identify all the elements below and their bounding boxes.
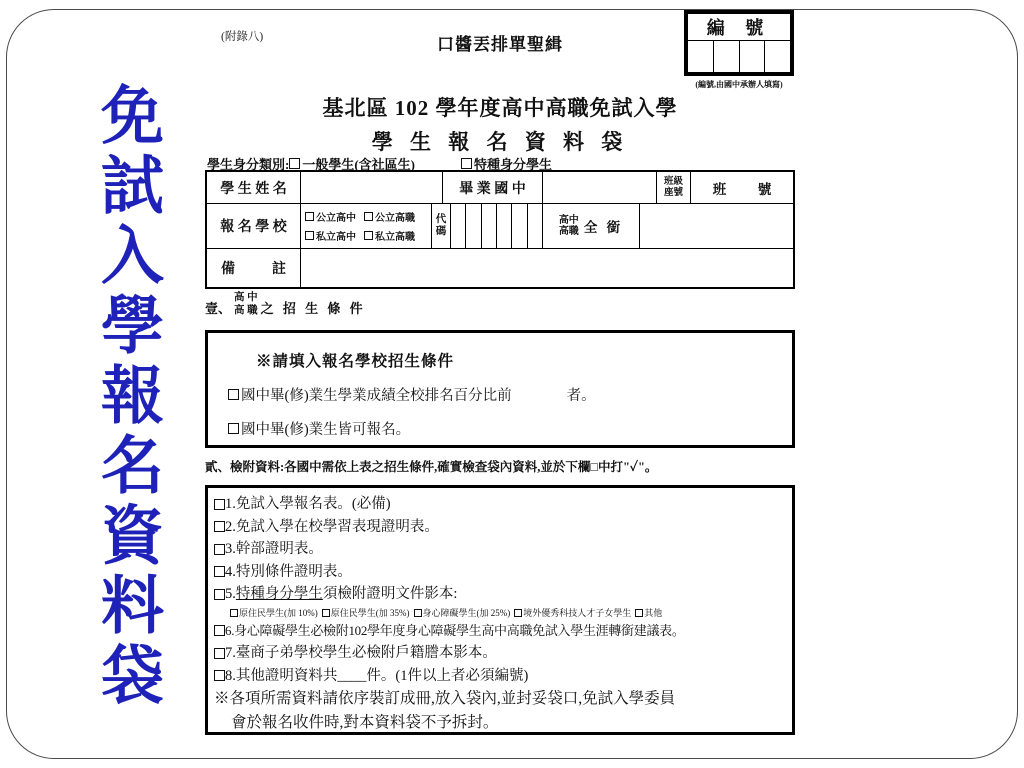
table-row xyxy=(207,172,793,204)
suboption-aboriginal-35: 原住民學生(加 35%) xyxy=(322,606,410,620)
criteria-instruction: ※請填入報名學校招生條件 xyxy=(256,353,455,370)
class-seat-label: 班級 座號 xyxy=(657,172,691,203)
document-item-5: 5. 特種身分學生 須檢附證明文件影本: xyxy=(214,583,786,606)
attached-documents-box xyxy=(205,485,795,735)
document-item-2: 2. 免試入學在校學習表現證明表。 xyxy=(214,516,786,539)
apply-school-label: 報 名 學 校 xyxy=(207,204,301,248)
checkbox-icon xyxy=(322,609,330,617)
student-info-table xyxy=(205,170,795,289)
student-name-field xyxy=(301,172,443,203)
graduate-school-label: 畢 業 國 中 xyxy=(443,172,543,203)
form-title-line1: 基北區 102 學年度高中高職免試入學 xyxy=(322,96,678,120)
remark-label: 備 註 xyxy=(207,249,301,287)
class-seat-field: 班 號 xyxy=(712,181,772,197)
number-box xyxy=(684,10,794,76)
section2-heading: 貳、檢附資料:各國中需依上表之招生條件,確實檢查袋內資料,並於下欄□中打"✓"。 xyxy=(205,460,658,474)
number-cell xyxy=(765,41,790,72)
code-digit-cell xyxy=(466,204,481,248)
document-item-6: 6. 身心障礙學生必檢附102學年度身心障礙學生高中高職免試入學生涯轉銜建議表。 xyxy=(214,620,786,643)
document-item-3: 3. 幹部證明表。 xyxy=(214,538,786,561)
remark-field xyxy=(301,249,793,287)
school-type-private-vocational: 私立高職 xyxy=(364,228,415,243)
checkbox-icon xyxy=(214,521,225,532)
document-item-4: 4. 特別條件證明表。 xyxy=(214,561,786,584)
form-title-line2: 學 生 報 名 資 料 袋 xyxy=(371,130,629,154)
packing-note-line2: 會於報名收件時,對本資料袋不予拆封。 xyxy=(231,714,499,731)
school-type-public-senior: 公立高中 xyxy=(305,209,356,224)
checkbox-icon xyxy=(414,609,422,617)
code-label: 代 碼 xyxy=(432,204,451,248)
code-digit-cell xyxy=(512,204,527,248)
checkbox-icon xyxy=(305,212,314,221)
document-item-8: 8. 其他證明資料共____件。(1件以上者必須編號) xyxy=(214,665,786,688)
form-document xyxy=(205,8,795,736)
school-type-options xyxy=(301,204,432,248)
checkbox-icon xyxy=(214,499,225,510)
number-cell xyxy=(688,41,714,72)
code-digit-cells xyxy=(451,204,543,248)
document-item-7: 7. 臺商子弟學校學生必檢附戶籍謄本影本。 xyxy=(214,642,786,665)
school-fullname-label: 高中 高職 全 銜 xyxy=(543,204,640,248)
school-fullname-field xyxy=(640,204,793,248)
checkbox-icon xyxy=(305,231,314,240)
packing-note-line1: ※各項所需資料請依序裝訂成冊,放入袋內,並封妥袋口,免試入學委員 xyxy=(214,690,676,707)
checkbox-icon xyxy=(214,670,225,681)
checkbox-icon xyxy=(214,589,225,600)
number-box-caption: (編號,由國中承辦人填寫) xyxy=(695,80,783,89)
checkbox-icon xyxy=(230,609,238,617)
graduate-school-field xyxy=(543,172,657,203)
slide-vertical-title: 免試入學報名資料袋 xyxy=(92,82,162,712)
school-type-private-senior: 私立高中 xyxy=(305,228,356,243)
code-digit-cell xyxy=(451,204,466,248)
suboption-aboriginal-10: 原住民學生(加 10%) xyxy=(230,606,318,620)
suboption-other: 其他 xyxy=(635,606,662,620)
checkbox-icon xyxy=(461,158,472,169)
checkbox-icon xyxy=(635,609,643,617)
checkbox-icon xyxy=(228,423,239,434)
checkbox-icon xyxy=(214,648,225,659)
code-digit-cell xyxy=(482,204,497,248)
checkbox-icon xyxy=(514,609,522,617)
criteria-option-percentile: 國中畢(修)業生學業成績全校排名百分比前 者。 xyxy=(228,384,772,405)
table-row xyxy=(207,204,793,249)
document-item-1: 1. 免試入學報名表。(必備) xyxy=(214,493,786,516)
identity-option-special: 特種身分學生 xyxy=(461,154,552,173)
admission-criteria-box xyxy=(205,330,795,448)
number-box-cells xyxy=(688,41,790,72)
checkbox-icon xyxy=(364,231,373,240)
checkbox-icon xyxy=(364,212,373,221)
criteria-option-all-eligible: 國中畢(修)業生皆可報名。 xyxy=(228,418,772,439)
appendix-label: (附錄八) xyxy=(221,31,264,43)
section1-heading: 壹、 高 中 高 職 之 招 生 條 件 xyxy=(205,292,366,317)
suboption-disability-25: 身心障礙學生(加 25%) xyxy=(414,606,511,620)
code-digit-cell xyxy=(497,204,512,248)
identity-option-general: 一般學生(含社區生) xyxy=(289,154,415,173)
number-cell xyxy=(714,41,740,72)
suboption-overseas-talent: 境外優秀科技人才子女學生 xyxy=(514,606,631,620)
number-cell xyxy=(740,41,766,72)
identity-category-label: 學生身分類別: xyxy=(207,157,290,172)
table-row xyxy=(207,249,793,287)
school-type-public-vocational: 公立高職 xyxy=(364,209,415,224)
checkbox-icon xyxy=(228,389,239,400)
student-name-label: 學 生 姓 名 xyxy=(207,172,301,203)
checkbox-icon xyxy=(214,544,225,555)
checkbox-icon xyxy=(289,158,300,169)
code-digit-cell xyxy=(528,204,542,248)
special-identity-options xyxy=(214,606,786,620)
checkbox-icon xyxy=(214,566,225,577)
number-box-title: 編 號 xyxy=(688,14,790,41)
upside-down-stamp-text: 口醬丟排單聖緝 xyxy=(437,35,563,54)
checkbox-icon xyxy=(214,625,225,636)
